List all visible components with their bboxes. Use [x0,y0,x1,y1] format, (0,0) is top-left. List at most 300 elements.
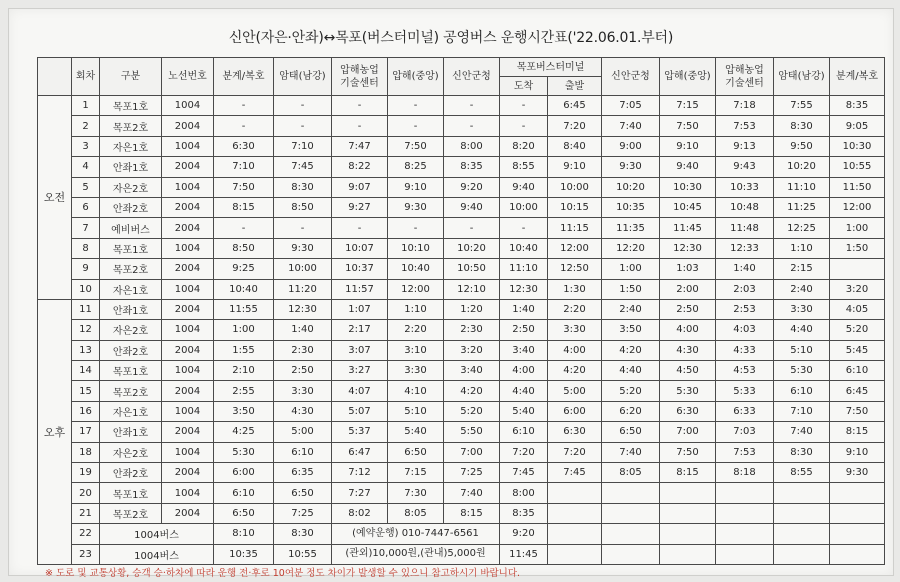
page-title: 신안(자은·안좌)↔목포(버스터미널) 공영버스 운행시간표('22.06.01.부터) [228,30,674,46]
table-cell [660,483,716,503]
table-cell: 4:00 [500,361,548,381]
table-cell: - [332,116,388,136]
table-cell: 1:55 [214,340,274,360]
table-row [38,544,885,564]
table-cell: 안좌2호 [100,340,162,360]
table-cell: 9:10 [388,177,444,197]
table-cell: 6:10 [214,483,274,503]
table-cell: 6:45 [830,381,885,401]
table-cell: 7:15 [388,463,444,483]
table-cell: 2004 [162,340,214,360]
table-cell: 1:00 [830,218,885,238]
table-cell: 3:27 [332,361,388,381]
table-cell: 9:13 [716,136,774,156]
table-cell: 5:33 [716,381,774,401]
table-cell: 목포1호 [100,361,162,381]
table-cell [548,503,602,523]
table-cell: 7:40 [774,422,830,442]
table-cell [602,503,660,523]
table-row [38,279,885,299]
table-cell: 1004 [162,279,214,299]
table-cell: 6:30 [214,136,274,156]
table-cell: 4:00 [660,320,716,340]
table-cell: 5:40 [388,422,444,442]
table-cell: - [214,218,274,238]
table-cell: 2:50 [500,320,548,340]
table-cell: 1:10 [774,238,830,258]
table-cell: 2:03 [716,279,774,299]
table-cell: 12 [72,320,100,340]
table-cell: 21 [72,503,100,523]
table-cell: 10:55 [274,544,332,564]
table-cell: 6:00 [214,463,274,483]
timetable [37,57,885,565]
table-cell: 10:30 [830,136,885,156]
table-cell: 3:30 [548,320,602,340]
table-cell: 4:20 [548,361,602,381]
table-cell: 7:50 [830,401,885,421]
table-cell: 안좌1호 [100,157,162,177]
table-cell: 8:15 [444,503,500,523]
table-cell: 14 [72,361,100,381]
table-cell: 2004 [162,503,214,523]
table-cell: 3:10 [388,340,444,360]
table-cell: 2004 [162,197,214,217]
table-cell: 3:30 [774,299,830,319]
table-cell: 안좌2호 [100,197,162,217]
table-row [38,442,885,462]
table-cell: 5:45 [830,340,885,360]
table-cell: 6:35 [274,463,332,483]
table-cell: 1:40 [500,299,548,319]
table-row [38,96,885,116]
table-cell: 9:20 [444,177,500,197]
table-cell: - [500,218,548,238]
table-cell: - [274,96,332,116]
table-cell: 8:02 [332,503,388,523]
table-cell: 7:40 [602,116,660,136]
table-cell: - [500,96,548,116]
table-cell: 4:40 [602,361,660,381]
table-cell: 7:53 [716,116,774,136]
table-cell: 20 [72,483,100,503]
table-cell: 11:45 [500,544,548,564]
table-cell: 10:10 [388,238,444,258]
table-cell: 4:20 [444,381,500,401]
table-cell: 10:20 [602,177,660,197]
table-cell: 3:30 [388,361,444,381]
table-cell: 2:15 [774,259,830,279]
table-cell: - [444,116,500,136]
timetable-sheet [8,8,894,579]
table-cell: 5 [72,177,100,197]
table-cell: 22 [72,524,100,544]
table-cell: 8:22 [332,157,388,177]
table-cell: 8:30 [274,177,332,197]
table-cell: 9:40 [500,177,548,197]
table-cell: 12:25 [774,218,830,238]
table-cell: 1004 [162,320,214,340]
table-cell: 1:10 [388,299,444,319]
table-cell-empty [716,544,774,564]
table-cell: 10:20 [444,238,500,258]
table-cell: 2004 [162,299,214,319]
table-cell: 10:00 [500,197,548,217]
table-cell: 9:30 [830,463,885,483]
table-cell: 11:50 [830,177,885,197]
table-cell: 자은2호 [100,442,162,462]
table-cell: 2 [72,116,100,136]
table-cell: 자은2호 [100,177,162,197]
table-cell: 4:10 [388,381,444,401]
table-row [38,177,885,197]
table-cell: 6:10 [774,381,830,401]
table-cell: 6:10 [500,422,548,442]
table-cell: 17 [72,422,100,442]
table-cell: 1004 [162,96,214,116]
table-cell: 7:50 [660,442,716,462]
table-cell-empty [660,524,716,544]
table-cell: 4:33 [716,340,774,360]
table-cell: 11:15 [548,218,602,238]
table-cell: 5:10 [774,340,830,360]
table-cell: 10:30 [660,177,716,197]
table-cell: 12:30 [274,299,332,319]
table-cell: 3:20 [830,279,885,299]
table-cell: 7:40 [602,442,660,462]
table-cell: 7:00 [444,442,500,462]
table-cell: - [332,96,388,116]
table-cell: 9:27 [332,197,388,217]
table-cell: 자은1호 [100,401,162,421]
period-am-label: 오전 [38,96,72,300]
table-cell: 목포2호 [100,381,162,401]
table-cell: - [388,116,444,136]
table-cell: - [444,218,500,238]
table-cell: 6:00 [548,401,602,421]
table-cell: 2:20 [388,320,444,340]
table-cell: 7:55 [774,96,830,116]
table-cell: 1004 [162,177,214,197]
table-cell: 4:07 [332,381,388,401]
table-cell: 1004 [162,483,214,503]
table-cell: 1:40 [274,320,332,340]
table-cell-empty [602,544,660,564]
table-cell-empty [830,524,885,544]
table-cell: 6:33 [716,401,774,421]
table-cell: 7:10 [274,136,332,156]
table-cell: 6:10 [830,361,885,381]
table-cell: 2:20 [548,299,602,319]
table-cell: 10:45 [660,197,716,217]
table-cell: 2004 [162,157,214,177]
table-cell: 9:30 [388,197,444,217]
table-cell-empty [830,544,885,564]
table-cell: 3:30 [274,381,332,401]
table-cell: 7:30 [388,483,444,503]
table-cell: 7:12 [332,463,388,483]
table-cell: 목포2호 [100,503,162,523]
table-cell: 8:35 [830,96,885,116]
table-cell: 6:50 [388,442,444,462]
table-cell-empty [548,544,602,564]
table-cell: 2:50 [660,299,716,319]
table-cell: 9:00 [602,136,660,156]
table-cell: 8 [72,238,100,258]
table-row [38,483,885,503]
notice-text: ※ 도로 및 교통상황, 승객 승·하차에 따라 운행 전·후로 10여분 정도 차이가 발생할 수 있으니 참고하시기 바랍니다. [45,568,521,579]
table-cell: 9:40 [444,197,500,217]
table-cell: 9:10 [830,442,885,462]
table-row [38,157,885,177]
table-cell: 8:05 [388,503,444,523]
table-cell: 3:40 [500,340,548,360]
table-cell: 7:50 [660,116,716,136]
table-cell: - [332,218,388,238]
table-cell: 8:20 [500,136,548,156]
table-cell: 8:25 [388,157,444,177]
table-cell: 10:50 [444,259,500,279]
table-cell: 7:10 [774,401,830,421]
table-cell: 8:30 [774,442,830,462]
table-cell: 1:00 [214,320,274,340]
table-cell: 9:43 [716,157,774,177]
table-row [38,218,885,238]
fare-note: (관외)10,000원,(관내)5,000원 [332,544,500,564]
table-cell: 7:18 [716,96,774,116]
table-cell: - [274,116,332,136]
table-cell: 13 [72,340,100,360]
table-cell-empty [548,524,602,544]
table-cell: 7:25 [274,503,332,523]
table-row [38,197,885,217]
table-cell: 7:20 [548,116,602,136]
table-cell: 4:20 [602,340,660,360]
table-cell: 10 [72,279,100,299]
table-cell: 4:05 [830,299,885,319]
table-cell: 6:47 [332,442,388,462]
table-cell: 8:15 [214,197,274,217]
header-depart: 출발 [548,77,602,96]
table-cell: 5:37 [332,422,388,442]
header-sinan-office: 신안군청 [444,58,500,96]
table-cell: 10:37 [332,259,388,279]
table-cell: 8:15 [830,422,885,442]
table-cell: 목포2호 [100,116,162,136]
table-cell: 3:50 [602,320,660,340]
header-aphae-mid: 압해(중앙) [388,58,444,96]
table-cell: 8:40 [548,136,602,156]
table-cell: 11:55 [214,299,274,319]
table-cell: 5:20 [444,401,500,421]
table-row [38,299,885,319]
table-row [38,381,885,401]
table-cell: 1:07 [332,299,388,319]
table-cell: 9:25 [214,259,274,279]
table-cell: 18 [72,442,100,462]
table-cell: 3 [72,136,100,156]
table-cell: 10:20 [774,157,830,177]
table-cell: 9:50 [774,136,830,156]
table-cell: 1 [72,96,100,116]
table-cell: 2004 [162,116,214,136]
table-cell: 5:20 [602,381,660,401]
table-cell: 4:30 [274,401,332,421]
table-cell: 1004 [162,442,214,462]
table-cell: 5:07 [332,401,388,421]
table-cell: 10:55 [830,157,885,177]
table-cell: 16 [72,401,100,421]
table-cell: 6:10 [274,442,332,462]
table-cell: 9:10 [548,157,602,177]
table-cell: 예비버스 [100,218,162,238]
table-cell: 8:00 [444,136,500,156]
table-cell: 2004 [162,381,214,401]
table-cell: 6:20 [602,401,660,421]
table-cell: 1004 [162,361,214,381]
table-cell: 7:10 [214,157,274,177]
table-cell: 8:35 [444,157,500,177]
table-cell: 11:25 [774,197,830,217]
table-cell: 8:30 [774,116,830,136]
table-cell [602,483,660,503]
table-cell: 7:00 [660,422,716,442]
table-cell: - [388,218,444,238]
header-amtae-2: 암태(남강) [774,58,830,96]
header-aphae-center-2: 압해농업 기술센터 [716,58,774,96]
table-cell-empty [774,544,830,564]
table-cell: 자은2호 [100,320,162,340]
header-mokpo-terminal: 목포버스터미널 [500,58,602,77]
table-cell: 목포1호 [100,483,162,503]
table-cell: 2:17 [332,320,388,340]
table-cell [716,483,774,503]
table-cell: 9:20 [500,524,548,544]
table-cell: 2:30 [444,320,500,340]
table-cell: 2:40 [602,299,660,319]
table-cell: 2:00 [660,279,716,299]
table-cell: 11:45 [660,218,716,238]
table-cell: 7:25 [444,463,500,483]
table-cell: 목포1호 [100,96,162,116]
table-cell: 11:48 [716,218,774,238]
table-cell: 10:00 [548,177,602,197]
table-cell: 10:35 [214,544,274,564]
table-cell: 2004 [162,463,214,483]
table-row [38,401,885,421]
table-cell: 1:30 [548,279,602,299]
header-aphae-mid-2: 압해(중앙) [660,58,716,96]
table-cell: 4:40 [500,381,548,401]
header-run: 회차 [72,58,100,96]
table-cell [830,483,885,503]
table-row [38,463,885,483]
table-cell: 7:50 [214,177,274,197]
table-cell: 7:20 [500,442,548,462]
table-cell: 9:10 [660,136,716,156]
table-cell: 4:40 [774,320,830,340]
table-cell: 5:40 [500,401,548,421]
table-cell: 12:10 [444,279,500,299]
table-cell: 6:30 [548,422,602,442]
table-cell: 2:30 [274,340,332,360]
table-cell: 10:00 [274,259,332,279]
table-cell: 2:55 [214,381,274,401]
table-cell: 1004 [162,238,214,258]
table-cell: 1:03 [660,259,716,279]
table-cell: 5:30 [660,381,716,401]
table-cell-empty [660,544,716,564]
table-cell: 7:15 [660,96,716,116]
header-aphae-center: 압해농업 기술센터 [332,58,388,96]
table-cell: 2:40 [774,279,830,299]
table-cell: 9:40 [660,157,716,177]
table-cell: 6:50 [214,503,274,523]
table-cell: 4:03 [716,320,774,340]
table-row [38,503,885,523]
table-row [38,524,885,544]
table-cell: 4:25 [214,422,274,442]
table-cell: 5:20 [830,320,885,340]
table-cell: 10:40 [214,279,274,299]
table-cell: 4:30 [660,340,716,360]
table-cell: 8:55 [500,157,548,177]
table-cell: 11 [72,299,100,319]
table-cell: 자은1호 [100,136,162,156]
table-cell: - [274,218,332,238]
table-cell: 15 [72,381,100,401]
header-bungye: 분계/복호 [214,58,274,96]
table-cell: 7:45 [500,463,548,483]
table-cell: 8:18 [716,463,774,483]
table-cell: 7:45 [548,463,602,483]
table-cell: 12:30 [500,279,548,299]
table-cell: - [444,96,500,116]
header-type: 구분 [100,58,162,96]
table-cell: - [500,116,548,136]
table-cell: 12:20 [602,238,660,258]
table-cell: 12:33 [716,238,774,258]
table-cell: 10:40 [500,238,548,258]
table-cell: 7:45 [274,157,332,177]
table-cell: 1:40 [716,259,774,279]
table-cell: 7:05 [602,96,660,116]
table-cell: 2:53 [716,299,774,319]
header-empty [38,58,72,96]
table-cell: 4:50 [660,361,716,381]
header-arrive: 도착 [500,77,548,96]
table-cell: 8:15 [660,463,716,483]
table-cell: 5:10 [388,401,444,421]
table-cell [716,503,774,523]
header-bungye-2: 분계/복호 [830,58,885,96]
table-cell: 1:50 [602,279,660,299]
table-cell: 7:47 [332,136,388,156]
table-cell: 1004버스 [100,544,214,564]
table-cell: 3:07 [332,340,388,360]
table-cell: 7:20 [548,442,602,462]
table-row [38,238,885,258]
table-cell [548,483,602,503]
table-cell: 10:07 [332,238,388,258]
table-cell: 6 [72,197,100,217]
table-row [38,259,885,279]
table-cell: 8:50 [274,197,332,217]
table-cell: 2004 [162,218,214,238]
table-cell: 1004버스 [100,524,214,544]
table-row [38,340,885,360]
table-cell: 9:30 [602,157,660,177]
